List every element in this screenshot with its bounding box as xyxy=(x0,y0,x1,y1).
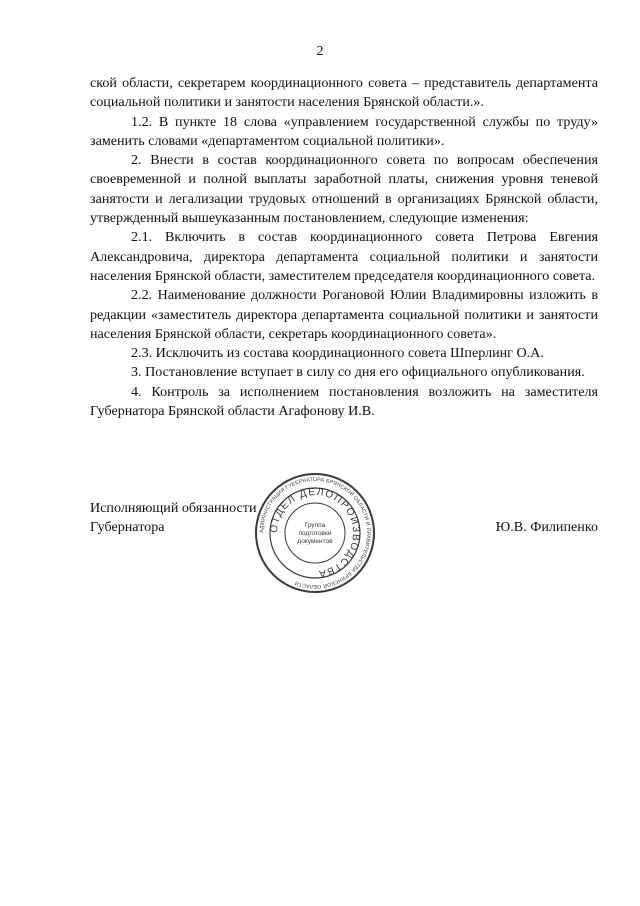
signer-name: Ю.В. Филипенко xyxy=(495,519,598,535)
signature-position-line: Исполняющий обязанности xyxy=(90,500,257,516)
paragraph: 2.3. Исключить из состава координационного совета Шперлинг О.А. xyxy=(131,345,544,362)
signature-position xyxy=(90,499,257,538)
paragraph: ской области, секретарем координационного совета – представитель департамента социальной политики и занятости населения Брянской области.». xyxy=(90,75,598,111)
paragraph: 2.2. Наименование должности Рогановой Юлии Владимировны изложить в редакции «заместитель директора департамента социальной политики и занятости населения Брянской области, секретарь координационного совета». xyxy=(90,287,598,342)
official-stamp xyxy=(254,472,376,594)
stamp-inner-text: ОТДЕЛ ДЕЛОПРОИЗВОДСТВА xyxy=(268,486,362,580)
stamp-center-line: подготовки xyxy=(298,530,332,537)
signature-position-line: Губернатора xyxy=(90,519,165,536)
document-body xyxy=(90,74,598,421)
paragraph: 2.1. Включить в состав координационного совета Петрова Евгения Александровича, директора департамента социальной политики и занятости населения Брянской области, заместителем председателя координационного совета. xyxy=(90,229,598,284)
paragraph: 1.2. В пункте 18 слова «управлением государственной службы по труду» заменить словами «департаментом социальной политики». xyxy=(90,113,598,149)
stamp-center-line: документов xyxy=(297,538,333,545)
paragraph: 3. Постановление вступает в силу со дня его официального опубликования. xyxy=(131,364,585,381)
stamp-center-line: Группа xyxy=(304,522,326,529)
page-number: 2 xyxy=(316,44,324,59)
paragraph: 4. Контроль за исполнением постановления возложить на заместителя Губернатора Брянской области Агафонову И.В. xyxy=(90,383,598,420)
paragraph: 2. Внести в состав координационного совета по вопросам обеспечения своевременной и полной выплаты заработной платы, снижения уровня теневой занятости и легализации трудовых отношений в организациях Брянской области, утвержденный вышеуказанным постановлением, следующие изменения: xyxy=(90,152,598,227)
stamp-outer-text: АДМИНИСТРАЦИЯ ГУБЕРНАТОРА БРЯНСКОЙ ОБЛАСТИ И ПРАВИТЕЛЬСТВА БРЯНСКОЙ ОБЛАСТИ xyxy=(258,476,372,590)
